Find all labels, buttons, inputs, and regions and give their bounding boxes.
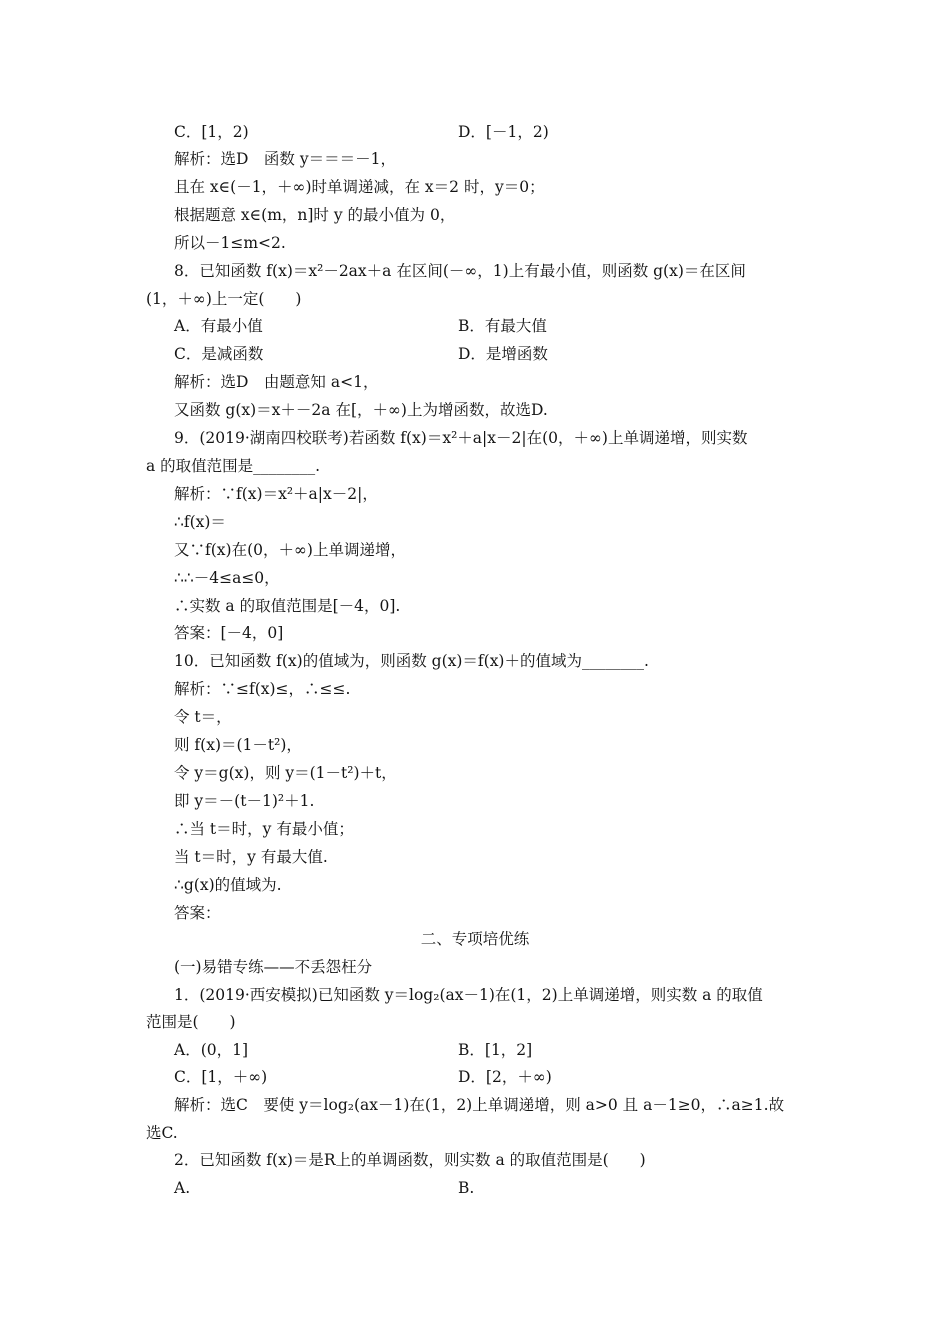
option-left: C．[1，＋∞) bbox=[174, 1068, 268, 1086]
text-line: 则 f(x)＝(1－t²)， bbox=[174, 736, 302, 754]
options-row bbox=[0, 1036, 950, 1064]
text-line: ∴f(x)＝ bbox=[174, 513, 226, 531]
text-line: ∴当 t＝时，y 有最小值； bbox=[174, 820, 354, 838]
option-right: B．有最大值 bbox=[458, 317, 547, 335]
text-line: 解析：选D 函数 y＝＝＝－1， bbox=[174, 150, 396, 168]
text-line: 答案： bbox=[174, 904, 221, 922]
text-line: 即 y＝－(t－1)²＋1. bbox=[174, 792, 315, 810]
text-line: 1．(2019·西安模拟)已知函数 y＝log₂(ax－1)在(1，2)上单调递增，则实数 a 的取值 bbox=[174, 986, 763, 1004]
text-line: 选C. bbox=[146, 1124, 178, 1142]
text-line: 又∵f(x)在(0，＋∞)上单调递增， bbox=[174, 541, 406, 559]
text-line: ∴∴－4≤a≤0， bbox=[174, 569, 280, 587]
options-row bbox=[0, 340, 950, 368]
text-line: 令 t＝， bbox=[174, 708, 232, 726]
text-line: (一)易错专练——不丢怨枉分 bbox=[174, 958, 373, 976]
option-left: A. bbox=[174, 1179, 191, 1197]
text-line: 又函数 g(x)＝x＋－2a 在[，＋∞)上为增函数，故选D. bbox=[174, 401, 548, 419]
text-line: 所以－1≤m<2. bbox=[174, 234, 286, 252]
option-left: C．[1，2) bbox=[174, 123, 249, 141]
text-line: 解析：选C 要使 y＝log₂(ax－1)在(1，2)上单调递增，则 a>0 且 a－1≥0，∴a≥1.故 bbox=[174, 1096, 785, 1114]
text-line: 且在 x∈(－1，＋∞)时单调递减，在 x＝2 时，y＝0； bbox=[174, 178, 545, 196]
text-line: 10．已知函数 f(x)的值域为，则函数 g(x)＝f(x)＋的值域为________. bbox=[174, 652, 649, 670]
text-line: 范围是( ) bbox=[146, 1013, 236, 1031]
text-line: ∴g(x)的值域为. bbox=[174, 876, 282, 894]
option-left: A．(0，1] bbox=[174, 1041, 249, 1059]
option-right: D．是增函数 bbox=[458, 345, 548, 363]
option-left: A．有最小值 bbox=[174, 317, 263, 335]
option-left: C．是减函数 bbox=[174, 345, 264, 363]
option-right: D．[2，＋∞) bbox=[458, 1068, 552, 1086]
text-line: 根据题意 x∈(m，n]时 y 的最小值为 0， bbox=[174, 206, 456, 224]
option-right: D．[－1，2) bbox=[458, 123, 549, 141]
text-line: 2．已知函数 f(x)＝是R上的单调函数，则实数 a 的取值范围是( ) bbox=[174, 1151, 646, 1169]
text-line: 令 y＝g(x)，则 y＝(1－t²)＋t， bbox=[174, 764, 397, 782]
text-line: 9．(2019·湖南四校联考)若函数 f(x)＝x²＋a|x－2|在(0，＋∞)上单调递增，则实数 bbox=[174, 429, 748, 447]
text-line: ∴实数 a 的取值范围是[－4，0]. bbox=[174, 597, 401, 615]
options-row bbox=[0, 118, 950, 146]
option-right: B．[1，2] bbox=[458, 1041, 533, 1059]
text-line: a 的取值范围是________. bbox=[146, 457, 321, 475]
options-row bbox=[0, 1174, 950, 1202]
text-line: (1，＋∞)上一定( ) bbox=[146, 290, 302, 308]
section-heading: 二、专项培优练 bbox=[420, 930, 530, 948]
text-line: 当 t＝时，y 有最大值. bbox=[174, 848, 328, 866]
text-line: 解析：∵f(x)＝x²＋a|x－2|， bbox=[174, 485, 378, 503]
text-line: 解析：∵≤f(x)≤，∴≤≤. bbox=[174, 680, 351, 698]
text-line: 8．已知函数 f(x)＝x²－2ax＋a 在区间(－∞，1)上有最小值，则函数 g(x)＝在区间 bbox=[174, 262, 746, 280]
text-line: 答案：[－4，0] bbox=[174, 624, 284, 642]
options-row bbox=[0, 1063, 950, 1091]
options-row bbox=[0, 312, 950, 340]
text-line: 解析：选D 由题意知 a<1， bbox=[174, 373, 379, 391]
option-right: B. bbox=[458, 1179, 475, 1197]
